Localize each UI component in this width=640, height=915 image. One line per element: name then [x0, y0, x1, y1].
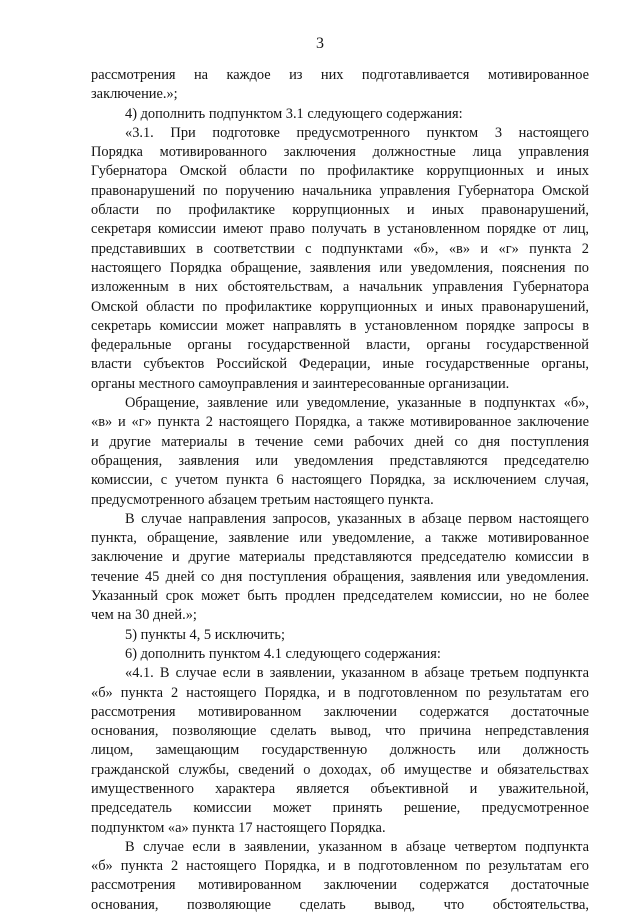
- text-line: федеральные органы государственной власти, органы государственной: [91, 337, 589, 354]
- text-line: секретарь комиссии может направлять в установленном порядке запросы в: [91, 317, 589, 334]
- text-line: 6) дополнить пунктом 4.1 следующего содержания:: [125, 645, 441, 662]
- text-line: лицом, замещающим государственную должность или должность: [91, 742, 589, 759]
- text-line: рассмотрения мотивированном заключении содержатся достаточные: [91, 703, 589, 720]
- text-line: пункта, обращение, заявление или уведомление, а также мотивированное: [91, 530, 589, 547]
- text-line: настоящего Порядка обращение, заявления или уведомления, пояснения по: [91, 259, 589, 276]
- text-line: В случае если в заявлении, указанном в абзаце четвертом подпункта: [125, 838, 589, 855]
- text-line: имущественного характера является объективной и уважительной,: [91, 780, 589, 797]
- text-line: В случае направления запросов, указанных в абзаце первом настоящего: [125, 510, 589, 527]
- text-line: «4.1. В случае если в заявлении, указанном в абзаце третьем подпункта: [125, 665, 589, 682]
- text-line: секретаря комиссии имеют право получать в установленном порядке от лиц,: [91, 221, 589, 238]
- text-line: Указанный срок может быть продлен председателем комиссии, но не более: [91, 588, 589, 605]
- text-line: Омской области по профилактике коррупционных и иных правонарушений,: [91, 298, 589, 315]
- text-line: «в» и «г» пункта 2 настоящего Порядка, а также мотивированное заключение: [91, 414, 589, 431]
- text-line: рассмотрения на каждое из них подготавливается мотивированное: [91, 67, 589, 83]
- text-line: власти субъектов Российской Федерации, иные государственные органы,: [91, 356, 589, 373]
- text-line: чем на 30 дней.»;: [91, 607, 197, 624]
- text-line: заключение и другие материалы представляются председателю комиссии в: [91, 549, 589, 566]
- text-line: представивших в соответствии с подпунктами «б», «в» и «г» пункта 2: [91, 240, 589, 257]
- text-line: Губернатора Омской области по профилактике коррупционных и иных: [91, 163, 589, 180]
- text-line: «б» пункта 2 настоящего Порядка, и в подготовленном по результатам его: [91, 684, 589, 701]
- text-line: и другие материалы в течение семи рабочих дней со дня поступления: [91, 433, 589, 450]
- text-line: правонарушений по поручению начальника управления Губернатора Омской: [91, 182, 589, 199]
- text-line: гражданской службы, сведений о доходах, об имуществе и обязательствах: [91, 761, 589, 778]
- text-line: «б» пункта 2 настоящего Порядка, и в подготовленном по результатам его: [91, 858, 589, 875]
- text-line: 5) пункты 4, 5 исключить;: [125, 626, 285, 643]
- text-line: подпунктом «а» пункта 17 настоящего Порядка.: [91, 819, 386, 836]
- page-number: 3: [316, 35, 324, 52]
- text-line: обращения, заявления или уведомления представляются председателю: [91, 452, 589, 469]
- text-line: изложенным в них обстоятельствам, а начальник управления Губернатора: [91, 279, 589, 296]
- text-line: 4) дополнить подпунктом 3.1 следующего содержания:: [125, 105, 463, 122]
- text-line: председатель комиссии может принять решение, предусмотренное: [91, 800, 589, 817]
- text-line: основания, позволяющие сделать вывод, что причина непредставления: [91, 723, 589, 740]
- text-line: заключение.»;: [91, 86, 178, 103]
- document-body: [91, 66, 589, 915]
- text-line: комиссии, с учетом пункта 6 настоящего Порядка, за исключением случая,: [91, 472, 589, 489]
- text-line: рассмотрения мотивированном заключении содержатся достаточные: [91, 877, 589, 894]
- text-line: Порядка мотивированного заключения должностные лица управления: [91, 144, 589, 161]
- text-line: Обращение, заявление или уведомление, указанные в подпунктах «б»,: [125, 395, 589, 412]
- text-line: «3.1. При подготовке предусмотренного пунктом 3 настоящего: [125, 124, 589, 141]
- text-line: области по профилактике коррупционных и иных правонарушений,: [91, 202, 589, 219]
- text-line: основания, позволяющие сделать вывод, что обстоятельства,: [91, 896, 589, 913]
- text-line: предусмотренного абзацем третьим настоящего пункта.: [91, 491, 434, 508]
- text-line: органы местного самоуправления и заинтересованные организации.: [91, 375, 510, 392]
- text-line: течение 45 дней со дня поступления обращения, заявления или уведомления.: [91, 568, 589, 585]
